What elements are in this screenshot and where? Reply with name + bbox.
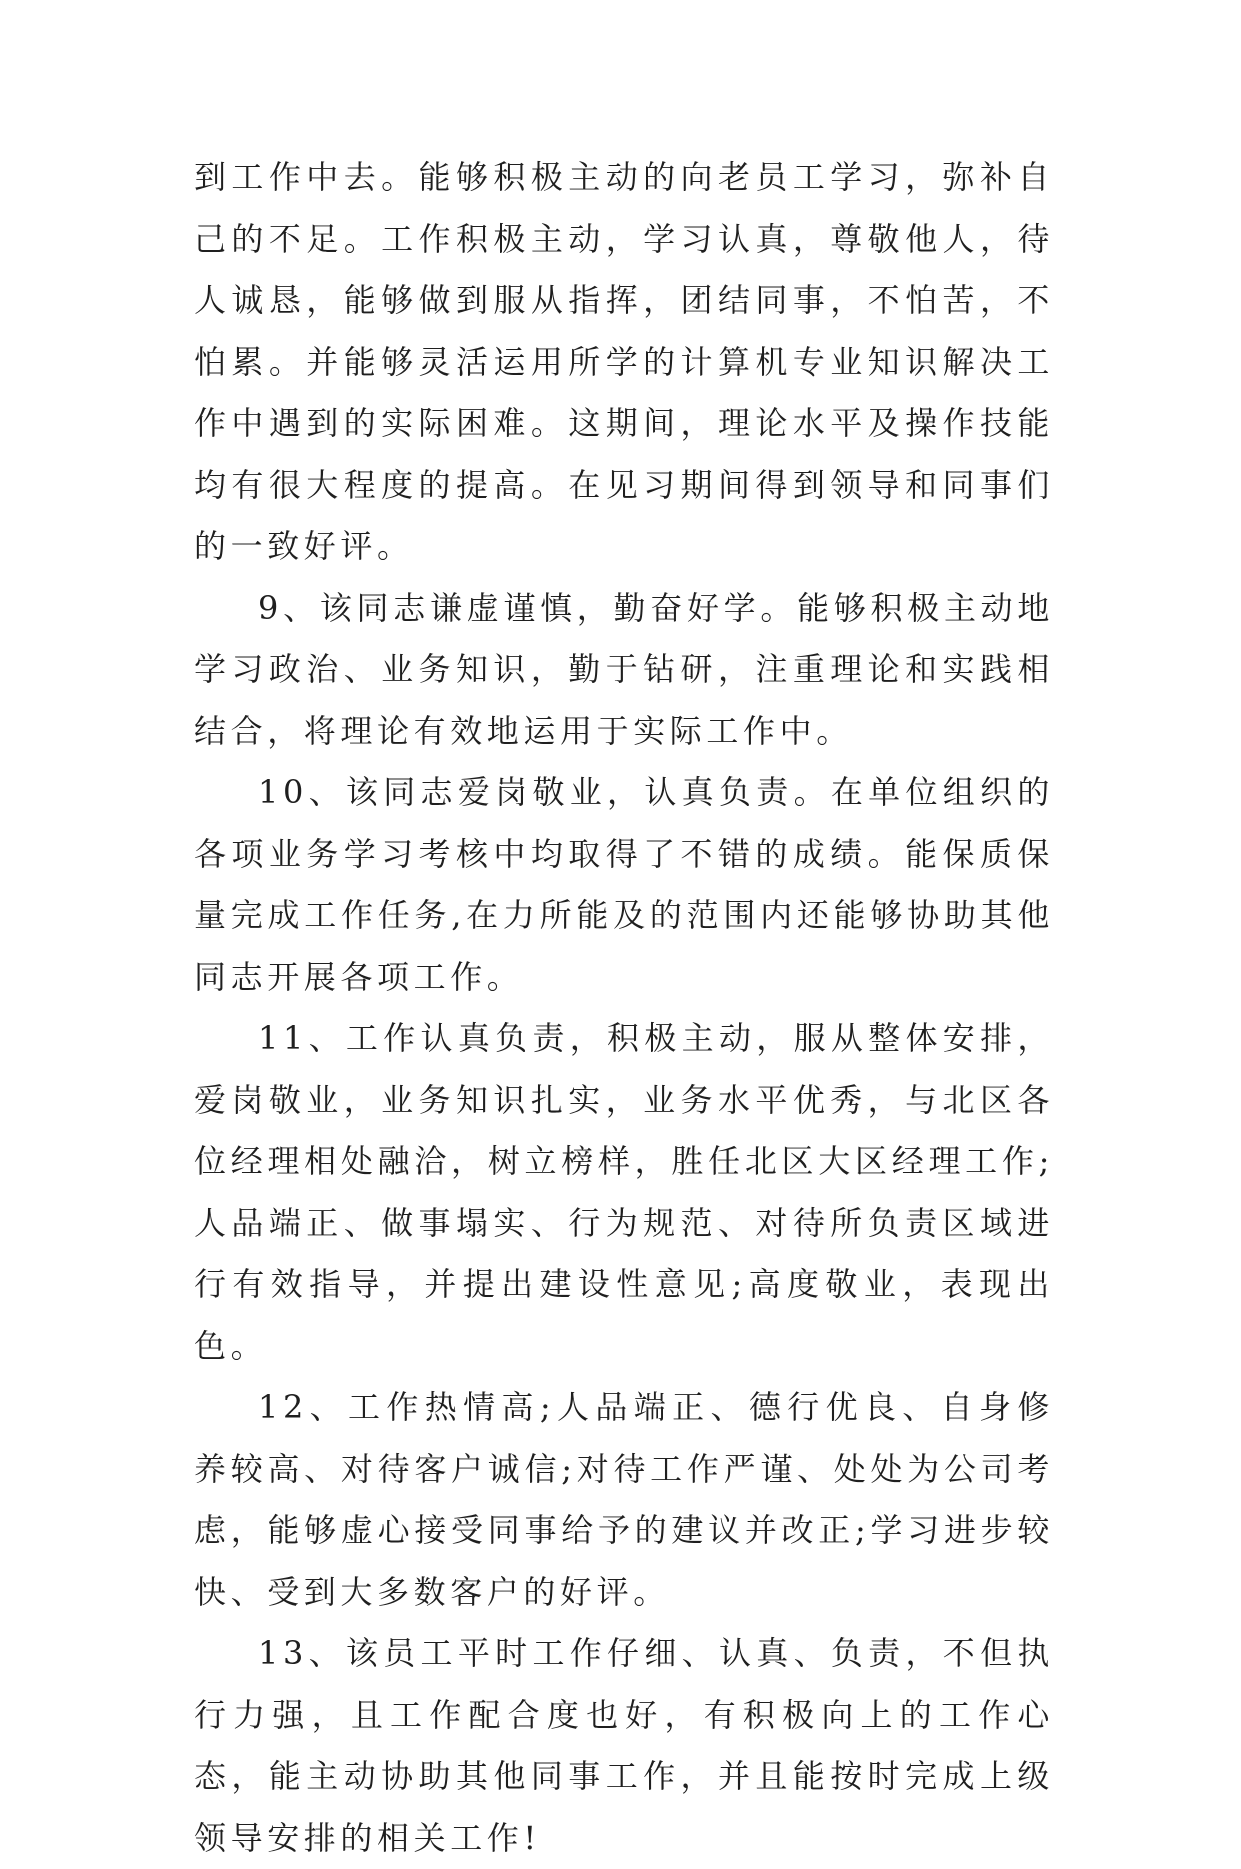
paragraph-continuation: 到工作中去。能够积极主动的向老员工学习，弥补自己的不足。工作积极主动，学习认真，尊敬他人，待人诚恳，能够做到服从指挥，团结同事，不怕苦，不怕累。并能够灵活运用所学的计算机专业知识解决工作中遇到的实际困难。这期间，理论水平及操作技能均有很大程度的提高。在见习期间得到领导和同事们的一致好评。 xyxy=(194,158,1054,565)
paragraph-item-12: 12、工作热情高;人品端正、德行优良、自身修养较高、对待客户诚信;对待工作严谨、处处为公司考虑，能够虚心接受同事给予的建议并改正;学习进步较快、受到大多数客户的好评。 xyxy=(194,1388,1054,1611)
paragraph-item-9: 9、该同志谦虚谨慎，勤奋好学。能够积极主动地学习政治、业务知识，勤于钻研，注重理论和实践相结合，将理论有效地运用于实际工作中。 xyxy=(194,588,1054,750)
paragraph-item-11: 11、工作认真负责，积极主动，服从整体安排，爱岗敬业，业务知识扎实，业务水平优秀，与北区各位经理相处融洽，树立榜样，胜任北区大区经理工作;人品端正、做事塌实、行为规范、对待所负责区域进行有效指导，并提出建设性意见;高度敬业，表现出色。 xyxy=(194,1019,1054,1365)
paragraph-item-13: 13、该员工平时工作仔细、认真、负责，不但执行力强，且工作配合度也好，有积极向上的工作心态，能主动协助其他同事工作，并且能按时完成上级领导安排的相关工作! xyxy=(194,1634,1054,1857)
document-body xyxy=(194,147,1054,1869)
paragraph-item-10: 10、该同志爱岗敬业，认真负责。在单位组织的各项业务学习考核中均取得了不错的成绩。能保质保量完成工作任务,在力所能及的范围内还能够协助其他同志开展各项工作。 xyxy=(194,773,1054,996)
